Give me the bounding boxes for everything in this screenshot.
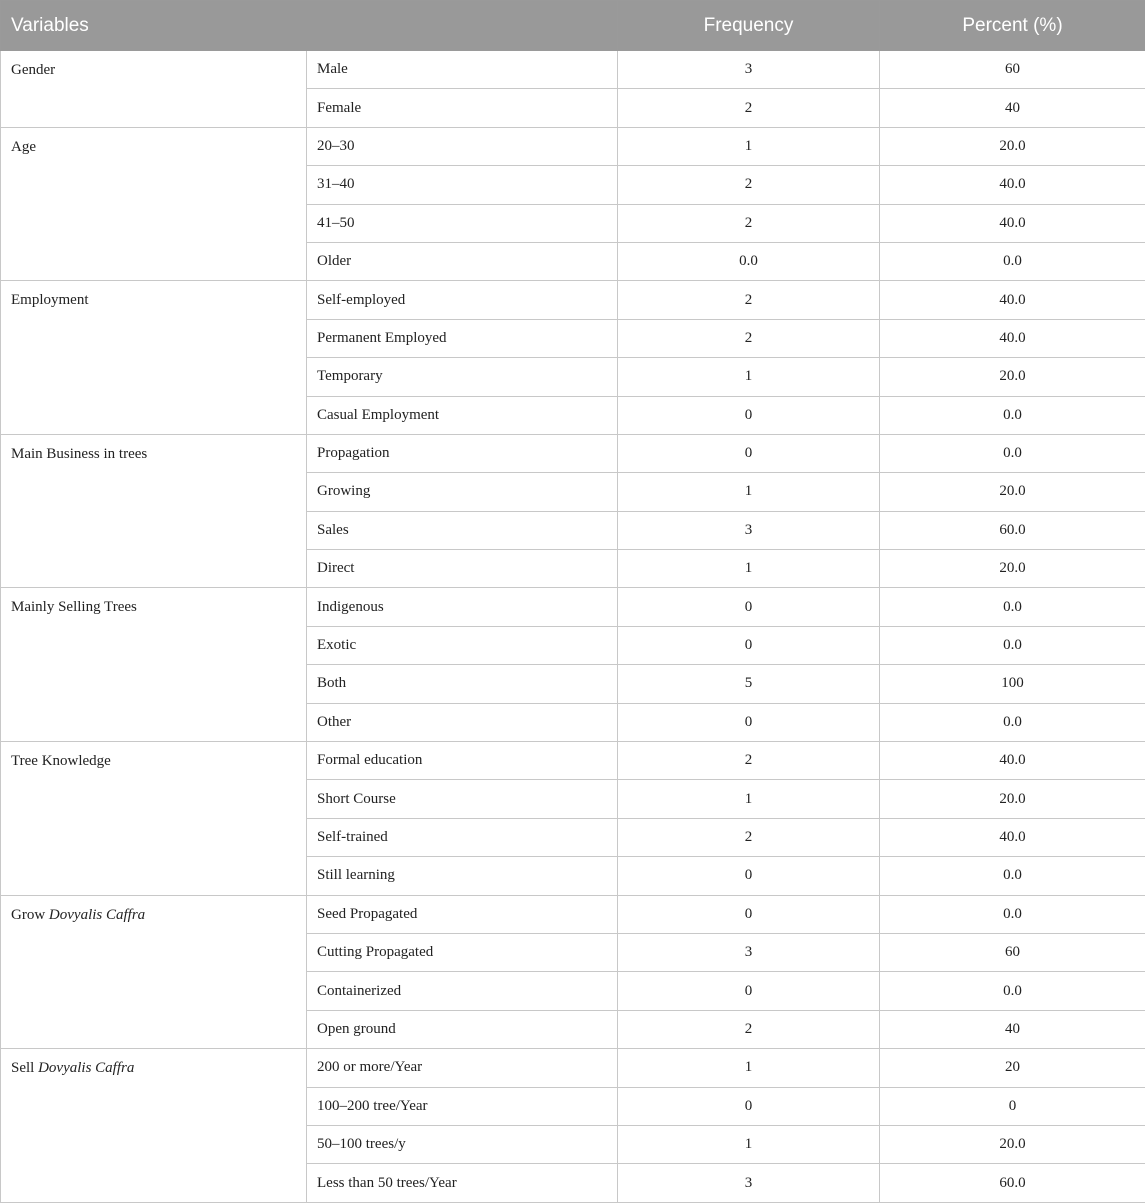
category-cell: Casual Employment — [307, 396, 618, 434]
table-header — [1, 1, 1145, 51]
category-cell: Still learning — [307, 857, 618, 895]
category-cell: Short Course — [307, 780, 618, 818]
variable-group-label — [1, 588, 307, 742]
percent-cell: 20.0 — [880, 550, 1145, 588]
category-cell: Containerized — [307, 972, 618, 1010]
category-cell: Both — [307, 665, 618, 703]
variable-name: Gender — [11, 62, 56, 78]
percent-cell: 0.0 — [880, 588, 1145, 626]
variable-group-label — [1, 51, 307, 128]
percent-cell: 60 — [880, 933, 1145, 971]
category-cell: 20–30 — [307, 127, 618, 165]
frequency-cell: 2 — [618, 319, 880, 357]
frequency-cell: 0 — [618, 1087, 880, 1125]
frequency-cell: 0 — [618, 434, 880, 472]
frequency-cell: 3 — [618, 51, 880, 89]
percent-cell: 60.0 — [880, 511, 1145, 549]
percent-cell: 60.0 — [880, 1164, 1145, 1202]
percent-cell: 40.0 — [880, 319, 1145, 357]
category-cell: Seed Propagated — [307, 895, 618, 933]
variable-name: Tree Knowledge — [11, 753, 111, 770]
variable-name: Age — [11, 138, 36, 155]
frequency-cell: 0 — [618, 626, 880, 664]
table-row — [1, 895, 1145, 933]
header-row — [1, 1, 1145, 51]
percent-cell: 0.0 — [880, 972, 1145, 1010]
category-cell: Indigenous — [307, 588, 618, 626]
category-cell: Older — [307, 242, 618, 280]
variable-group-label — [1, 1049, 307, 1203]
percent-cell: 0.0 — [880, 703, 1145, 741]
category-cell: Direct — [307, 550, 618, 588]
percent-cell: 60 — [880, 51, 1145, 89]
frequency-cell: 1 — [618, 780, 880, 818]
frequency-cell: 1 — [618, 473, 880, 511]
percent-cell: 40.0 — [880, 742, 1145, 780]
percent-cell: 20.0 — [880, 358, 1145, 396]
table-row — [1, 127, 1145, 165]
frequency-cell: 0 — [618, 857, 880, 895]
percent-cell: 0.0 — [880, 396, 1145, 434]
table-row — [1, 1049, 1145, 1087]
percent-cell: 40.0 — [880, 818, 1145, 856]
frequency-cell: 1 — [618, 550, 880, 588]
frequency-cell: 0 — [618, 396, 880, 434]
variable-name: Grow — [11, 906, 49, 923]
variable-group-label — [1, 895, 307, 1049]
frequency-cell: 0 — [618, 588, 880, 626]
percent-cell: 20.0 — [880, 780, 1145, 818]
percent-cell: 20.0 — [880, 1125, 1145, 1163]
category-cell: Exotic — [307, 626, 618, 664]
frequency-cell: 0 — [618, 895, 880, 933]
percent-cell: 100 — [880, 665, 1145, 703]
category-cell: Permanent Employed — [307, 319, 618, 357]
percent-cell: 20.0 — [880, 127, 1145, 165]
category-cell: 50–100 trees/y — [307, 1125, 618, 1163]
frequency-cell: 5 — [618, 665, 880, 703]
table-row — [1, 742, 1145, 780]
frequency-cell: 2 — [618, 818, 880, 856]
category-cell: Growing — [307, 473, 618, 511]
header-variables: Variables — [1, 1, 618, 51]
frequency-cell: 0.0 — [618, 242, 880, 280]
table-row — [1, 281, 1145, 319]
frequency-cell: 2 — [618, 281, 880, 319]
frequency-cell: 2 — [618, 89, 880, 127]
frequency-cell: 3 — [618, 933, 880, 971]
category-cell: 31–40 — [307, 166, 618, 204]
category-cell: Open ground — [307, 1010, 618, 1048]
percent-cell: 0.0 — [880, 434, 1145, 472]
frequency-cell: 0 — [618, 972, 880, 1010]
category-cell: Less than 50 trees/Year — [307, 1164, 618, 1202]
category-cell: Propagation — [307, 434, 618, 472]
variable-name: Sell — [11, 1060, 39, 1077]
frequency-cell: 2 — [618, 166, 880, 204]
category-cell: Sales — [307, 511, 618, 549]
frequency-cell: 1 — [618, 1049, 880, 1087]
frequency-cell: 2 — [618, 742, 880, 780]
percent-cell: 40.0 — [880, 204, 1145, 242]
variable-group-label — [1, 434, 307, 588]
species-name: Dovyalis Caffra — [48, 906, 146, 923]
frequency-cell: 3 — [618, 511, 880, 549]
table-body — [1, 51, 1145, 1203]
variable-name: Mainly Selling Trees — [11, 599, 137, 616]
category-cell: Other — [307, 703, 618, 741]
percent-cell: 0.0 — [880, 895, 1145, 933]
variable-group-label — [1, 742, 307, 896]
header-percent: Percent (%) — [880, 1, 1145, 51]
percent-cell: 0 — [880, 1087, 1145, 1125]
category-cell: Formal education — [307, 742, 618, 780]
percent-cell: 20.0 — [880, 473, 1145, 511]
category-cell: 100–200 tree/Year — [307, 1087, 618, 1125]
category-cell: Self-trained — [307, 818, 618, 856]
variable-group-label — [1, 127, 307, 281]
table-row — [1, 434, 1145, 472]
frequency-cell: 1 — [618, 358, 880, 396]
frequency-cell: 2 — [618, 1010, 880, 1048]
variable-group-label — [1, 281, 307, 435]
category-cell: Cutting Propagated — [307, 933, 618, 971]
frequency-cell: 2 — [618, 204, 880, 242]
category-cell: 200 or more/Year — [307, 1049, 618, 1087]
percent-cell: 0.0 — [880, 626, 1145, 664]
variable-name: Main Business in trees — [11, 445, 148, 462]
category-cell: Temporary — [307, 358, 618, 396]
frequency-cell: 0 — [618, 703, 880, 741]
frequency-cell: 1 — [618, 127, 880, 165]
table-row — [1, 51, 1145, 89]
percent-cell: 0.0 — [880, 242, 1145, 280]
category-cell: 41–50 — [307, 204, 618, 242]
category-cell: Self-employed — [307, 281, 618, 319]
species-name: Dovyalis Caffra — [38, 1060, 135, 1077]
table-row — [1, 588, 1145, 626]
header-frequency: Frequency — [618, 1, 880, 51]
percent-cell: 20 — [880, 1049, 1145, 1087]
category-cell: Female — [307, 89, 618, 127]
percent-cell: 40.0 — [880, 166, 1145, 204]
frequency-cell: 1 — [618, 1125, 880, 1163]
variable-name: Employment — [11, 292, 89, 309]
percent-cell: 40.0 — [880, 281, 1145, 319]
percent-cell: 0.0 — [880, 857, 1145, 895]
category-cell: Male — [307, 51, 618, 89]
frequency-cell: 3 — [618, 1164, 880, 1202]
percent-cell: 40 — [880, 1010, 1145, 1048]
percent-cell: 40 — [880, 89, 1145, 127]
